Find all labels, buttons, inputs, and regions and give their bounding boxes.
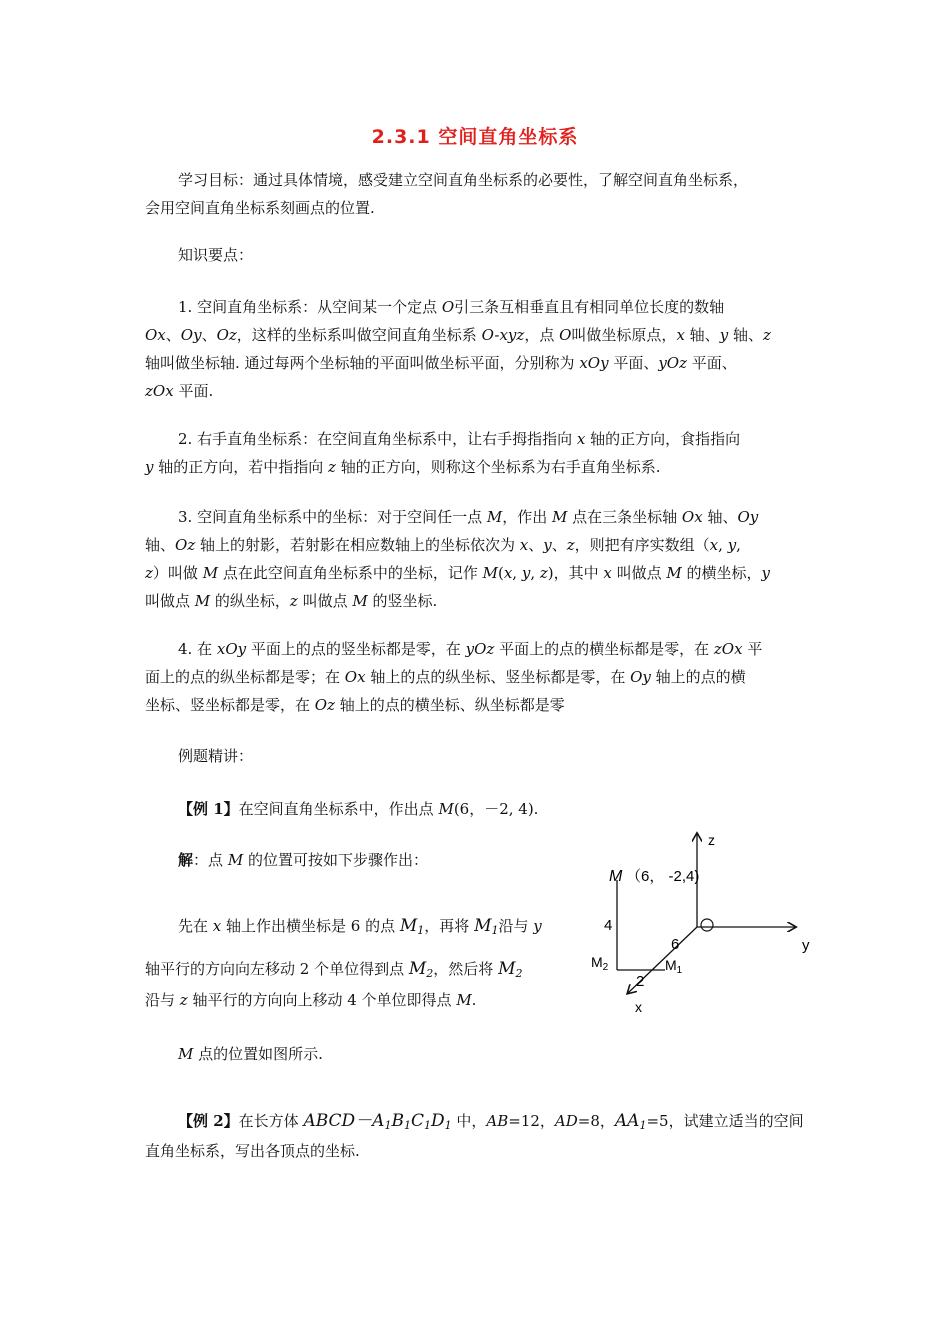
example-2-line-1: 【例 2】在长方体 $ABCD-A_1B_1C_1D_1$ 中，AB=12，AD=8，$AA_1=5$，试建立适当的空间 (178, 1111, 804, 1132)
page-title: 2.3.1 空间直角坐标系 (371, 126, 579, 148)
point-3-line-1: 3. 空间直角坐标系中的坐标：对于空间任一点 M，作出 M 点在三条坐标轴 Ox 轴、Oy (178, 508, 759, 526)
knowledge-heading: 知识要点： (178, 246, 254, 264)
length-label-2: 2 (636, 973, 645, 990)
length-label-6: 6 (671, 936, 680, 953)
origin-marker (701, 919, 713, 931)
y-axis-label: y (802, 937, 810, 954)
example-1: 【例 1】在空间直角坐标系中，作出点 M(6，－2, 4). (178, 800, 539, 818)
example-2-line-2: 直角坐标系，写出各顶点的坐标. (145, 1142, 360, 1160)
objective-line-1: 学习目标：通过具体情境，感受建立空间直角坐标系的必要性，了解空间直角坐标系， (178, 171, 749, 189)
length-label-4: 4 (604, 917, 613, 934)
objective-line-2: 会用空间直角坐标系刻画点的位置. (145, 199, 375, 217)
point-2-line-2: y 轴的正方向，若中指指向 z 轴的正方向，则称这个坐标系为右手直角坐标系. (145, 458, 661, 476)
steps-line-3: 沿与 z 轴平行的方向向上移动 4 个单位即得点 M. (145, 991, 477, 1009)
z-axis-label: z (708, 832, 715, 848)
point-4-line-3: 坐标、竖坐标都是零，在 Oz 轴上的点的横坐标、纵坐标都是零 (145, 696, 565, 714)
solution-line: 解：点 M 的位置可按如下步骤作出： (178, 851, 428, 869)
point-1-line-3: 轴叫做坐标轴. 通过每两个坐标轴的平面叫做坐标平面，分别称为 xOy 平面、yOz 平面、 (145, 354, 737, 372)
coordinate-figure (585, 825, 830, 1020)
point-m1-label: $M_1$ (665, 957, 683, 976)
point-3-line-4: 叫做点 M 的纵坐标，z 叫做点 M 的竖坐标. (145, 592, 438, 610)
point-m2-label: $M_2$ (591, 954, 609, 973)
point-4-line-2: 面上的点的纵坐标都是零；在 Ox 轴上的点的纵坐标、竖坐标都是零，在 Oy 轴上的点的横 (145, 668, 746, 686)
point-1-line-4: zOx 平面. (145, 382, 214, 400)
point-1-line-1: 1. 空间直角坐标系：从空间某一个定点 O引三条互相垂直且有相同单位长度的数轴 (178, 298, 725, 316)
steps-line-1: 先在 x 轴上作出横坐标是 6 的点 $M_1$，再将 $M_1$沿与 y (178, 916, 542, 937)
point-4-line-1: 4. 在 xOy 平面上的点的竖坐标都是零，在 yOz 平面上的点的横坐标都是零，在 zOx 平 (178, 640, 763, 658)
examples-heading: 例题精讲： (178, 747, 254, 765)
point-2-line-1: 2. 右手直角坐标系：在空间直角坐标系中，让右手拇指指向 x 轴的正方向，食指指向 (178, 430, 741, 448)
steps-line-2: 轴平行的方向向左移动 2 个单位得到点 $M_2$，然后将 $M_2$ (145, 959, 523, 980)
position-note: M 点的位置如图所示. (178, 1045, 323, 1063)
point-3-line-3: z）叫做 M 点在此空间直角坐标系中的坐标，记作 M(x, y, z)，其中 x 叫做点 M 的横坐标，y (145, 564, 771, 582)
point-m-coords: （6， -2,4) (626, 868, 700, 885)
point-1-line-2: Ox、Oy、Oz，这样的坐标系叫做空间直角坐标系 O-xyz，点 O叫做坐标原点，x 轴、y 轴、z (145, 326, 771, 344)
point-m-label: M (609, 868, 623, 885)
x-axis-label: x (635, 999, 642, 1015)
point-3-line-2: 轴、Oz 轴上的射影，若射影在相应数轴上的坐标依次为 x、y、z，则把有序实数组（x, y, (145, 536, 741, 554)
